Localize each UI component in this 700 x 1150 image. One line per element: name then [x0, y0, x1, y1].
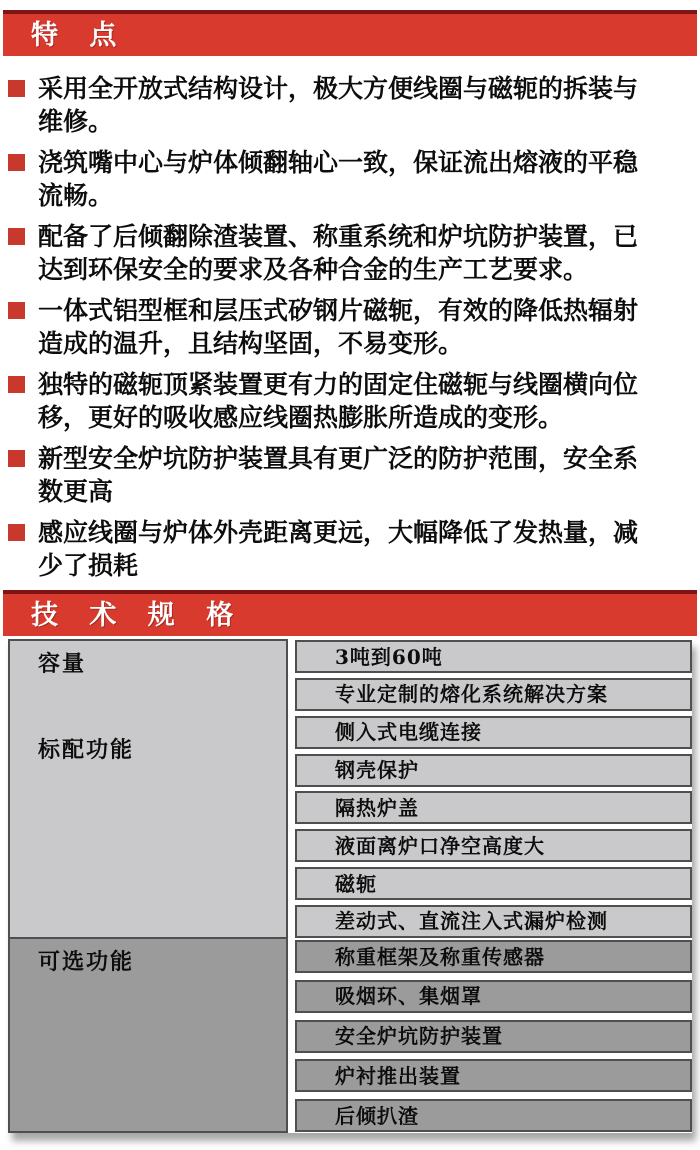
spec-row [295, 940, 692, 973]
spec-row-text: 3吨到60吨 [335, 644, 443, 669]
feature-list-item [8, 72, 700, 138]
square-bullet-icon [8, 80, 25, 97]
feature-list-item [8, 368, 700, 434]
spec-row-text: 炉衬推出装置 [335, 1063, 461, 1088]
feature-text: 新型安全炉坑防护装置具有更广泛的防护范围，安全系数更高 [38, 444, 639, 506]
spec-table-label-column [8, 639, 288, 1133]
spec-row-text: 差动式、直流注入式漏炉检测 [335, 909, 608, 934]
spec-row [295, 1059, 692, 1092]
spec-row [295, 905, 692, 938]
feature-text: 一体式铝型框和层压式矽钢片磁轭，有效的降低热辐射造成的温升，且结构坚固，不易变形。 [38, 296, 639, 358]
spec-row [295, 754, 692, 787]
feature-list-item [8, 294, 700, 360]
feature-list-item [8, 516, 700, 582]
square-bullet-icon [8, 450, 25, 467]
feature-list-item [8, 146, 700, 212]
standard-features-label: 标配功能 [38, 737, 135, 763]
spec-row [295, 716, 692, 749]
spec-row [295, 867, 692, 900]
spec-table-value-column [295, 639, 692, 1133]
specs-banner [3, 590, 697, 636]
feature-list-item [8, 442, 700, 508]
optional-section-label-cell [8, 939, 288, 1133]
brochure-page [0, 10, 700, 1150]
spec-row-text: 侧入式电缆连接 [335, 720, 482, 745]
spec-table [8, 639, 692, 1133]
spec-row-text: 安全炉坑防护装置 [335, 1024, 503, 1048]
spec-row [295, 980, 692, 1013]
spec-row-text: 吸烟环、集烟罩 [335, 984, 482, 1009]
standard-spec-rows [295, 639, 692, 939]
features-list [0, 72, 700, 582]
square-bullet-icon [8, 302, 25, 319]
spec-row-text: 隔热炉盖 [335, 795, 419, 820]
spec-row [295, 1099, 692, 1132]
feature-list-item [8, 220, 700, 286]
feature-text: 独特的磁轭顶紧装置更有力的固定住磁轭与线圈横向位移，更好的吸收感应线圈热膨胀所造成的变形。 [38, 370, 639, 432]
spec-row [295, 640, 692, 673]
square-bullet-icon [8, 376, 25, 393]
feature-text: 配备了后倾翻除渣装置、称重系统和炉坑防护装置，已达到环保安全的要求及各种合金的生产工艺要求。 [38, 222, 639, 284]
capacity-label: 容量 [38, 651, 87, 677]
features-banner [3, 10, 697, 56]
spec-row-text: 后倾扒渣 [335, 1103, 419, 1128]
spec-row [295, 1020, 692, 1053]
square-bullet-icon [8, 228, 25, 245]
optional-features-label: 可选功能 [38, 949, 135, 975]
feature-text: 浇筑嘴中心与炉体倾翻轴心一致，保证流出熔液的平稳流畅。 [38, 148, 639, 210]
square-bullet-icon [8, 524, 25, 541]
square-bullet-icon [8, 154, 25, 171]
spec-row-text: 磁轭 [335, 871, 377, 896]
feature-text: 采用全开放式结构设计，极大方便线圈与磁轭的拆装与维修。 [38, 74, 639, 136]
spec-row [295, 791, 692, 824]
optional-spec-rows [295, 939, 692, 1133]
spec-row-text: 称重框架及称重传感器 [335, 944, 545, 969]
spec-row-text: 钢壳保护 [335, 758, 419, 783]
feature-text: 感应线圈与炉体外壳距离更远，大幅降低了发热量，减少了损耗 [38, 518, 639, 580]
features-banner-title: 特 点 [31, 19, 128, 51]
standard-section-label-cell [8, 639, 288, 939]
spec-row [295, 829, 692, 862]
spec-row-text: 专业定制的熔化系统解决方案 [335, 682, 608, 707]
spec-row [295, 678, 692, 711]
spec-row-text: 液面离炉口净空高度大 [335, 833, 545, 858]
specs-banner-title: 技 术 规 格 [31, 599, 245, 631]
